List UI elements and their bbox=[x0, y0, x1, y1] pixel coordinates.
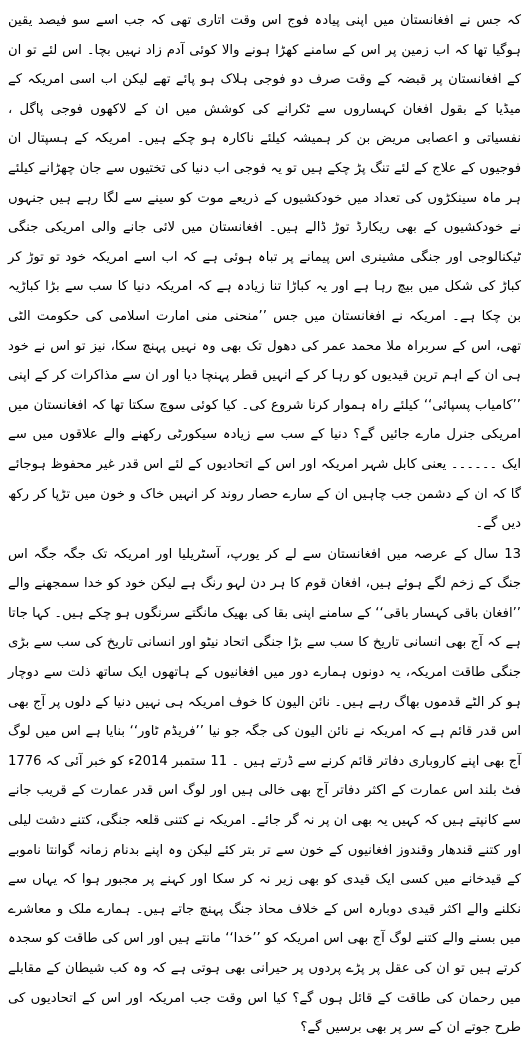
article-paragraph: 13 سال کے عرصہ میں افغانستان سے لے کر یورپ، آسٹریلیا اور امریکہ تک جگہ جگہ اس جنگ کے زخم لگے ہوئے ہیں، افغان قوم کا ہر دن لہو رنگ ہے لیکن خود کو خدا سمجھنے والے ’’افغان باقی کہسار باقی‘‘ کے سامنے اپنی بقا کی بھیک مانگتے سرنگوں ہو چکے ہیں۔ کہا جاتا ہے کہ آج بھی انسانی تاریخ کا سب سے بڑا جنگی اتحاد نیٹو اور انسانی تاریخ کی سب سے بڑی جنگی طاقت امریکہ، یہ دونوں ہمارے دور میں افغانیوں کے ہاتھوں ایک ساتھ ذلت سے دوچار ہو کر الٹے قدموں بھاگ رہے ہیں۔ نائن الیون کا خوف امریکہ ہی نہیں دنیا کے دلوں پر آج بھی اس قدر قائم ہے کہ امریکہ نے نائن الیون کی جگہ جو نیا ’’فریڈم ٹاور‘‘ بنایا ہے اس میں لوگ آج بھی اپنے کاروباری دفاتر قائم کرنے سے ڈرتے ہیں ۔ 11 ستمبر 2014ء کو خبر آئی کہ 1776 فٹ بلند اس عمارت کے اکثر دفاتر آج بھی خالی ہیں اور لوگ اس قدر عمارت کے قریب جانے سے کانپتے ہیں کہ کہیں یہ بھی ان پر نہ گر جائے۔ امریکہ نے کتنی قلعہ جنگی، کتنے دشت لیلی اور کتنے قندھار وقندوز افغانیوں کے خون سے تر بتر کئے لیکن وہ اپنے بدنام زمانہ گوانتا ناموبے کے قیدخانے میں کسی ایک قیدی کو بھی زیر نہ کر سکا اور کہنے پر مجبور ہوا کہ یہاں سے نکلنے والے اکثر قیدی دوبارہ اس کے خلاف محاذ جنگ پہنچ جاتے ہیں۔ ہمارے ملک و معاشرے میں بسنے والے کتنے لوگ آج بھی اس امریکہ کو ’’خدا‘‘ مانتے ہیں اور اس کی طاقت کو سجدہ کرتے ہیں تو ان کی عقل پر پڑے پردوں پر حیرانی بھی ہوتی ہے کہ وہ کب شیطان کے مقابلے میں رحمان کی طاقت کے قائل ہوں گے؟ کیا اس وقت جب امریکہ اور اس کے اتحادیوں کی طرح جوتے ان کے سر پر بھی برسیں گے؟ bbox=[8, 546, 521, 1036]
article-paragraph: کہ جس نے افغانستان میں اپنی پیادہ فوج اس وقت اتاری تھی کہ جب اسے سو فیصد یقین ہوگیا تھا کہ اب زمین پر اس کے سامنے کھڑا ہونے والا کوئی آدم زاد نہیں بچا۔ اس لئے تو ان کے افغانستان پر قبضہ کے وقت صرف دو فوجی ہلاک ہو پائے تھے لیکن اب اسی امریکہ کے میڈیا کے بقول افغان کہساروں سے ٹکرانے کی کوشش میں ان کے لاکھوں فوجی پاگل ، نفسیاتی و اعصابی مریض بن کر ہمیشہ کیلئے ناکارہ ہو چکے ہیں۔ امریکہ کے ہسپتال ان فوجیوں کے علاج کے لئے تنگ پڑ چکے ہیں تو یہ فوجی اب دنیا کی تختیوں سے جان چھڑانے کیلئے ہر ماہ سینکڑوں کی تعداد میں خودکشیوں کے ذریعے موت کو سینے سے لگا رہے ہیں جنہوں نے خودکشیوں کے بھی ریکارڈ توڑ ڈالے ہیں۔ افغانستان میں لائی جانے والی امریکی جنگی ٹیکنالوجی اور جنگی مشینری اس پیمانے پر تباہ ہوئی ہے کہ اب اسے امریکہ خود تو توڑ کر کباڑ کی شکل میں بیچ رہا ہے اور یہ کباڑا تنا زیادہ ہے کہ امریکہ دنیا کا سب سے بڑا کباڑیہ بن چکا ہے۔ امریکہ نے افغانستان میں جس ’’منحنی منی امارت اسلامی کی حکومت الٹی تھی، اس کے سربراہ ملا محمد عمر کی دھول تک بھی وہ نہیں پہنچ سکا، نیز تو اس نے خود ہی ان کے اہم ترین قیدیوں کو رہا کر کے انہیں قطر پہنچا دیا اور ان سے مذاکرات کر کے اپنی ’’کامیاب پسپائی‘‘ کیلئے راہ ہموار کرنا شروع کی۔ کیا کوئی سوچ سکتا تھا کہ افغانستان میں امریکی جنرل مارے جائیں گے؟ دنیا کے سب سے زیادہ سیکورٹی رکھنے والے علاقوں میں سے ایک ۔۔۔۔۔۔ یعنی کابل شہر امریکہ اور اس کے اتحادیوں کے لئے اس قدر غیر محفوظ ہوجائے گا کہ ان کے دشمن جب چاہیں ان کے سارے حصار روند کر انہیں خاک و خون میں تڑپا کر رکھ دیں گے۔ bbox=[8, 13, 521, 532]
